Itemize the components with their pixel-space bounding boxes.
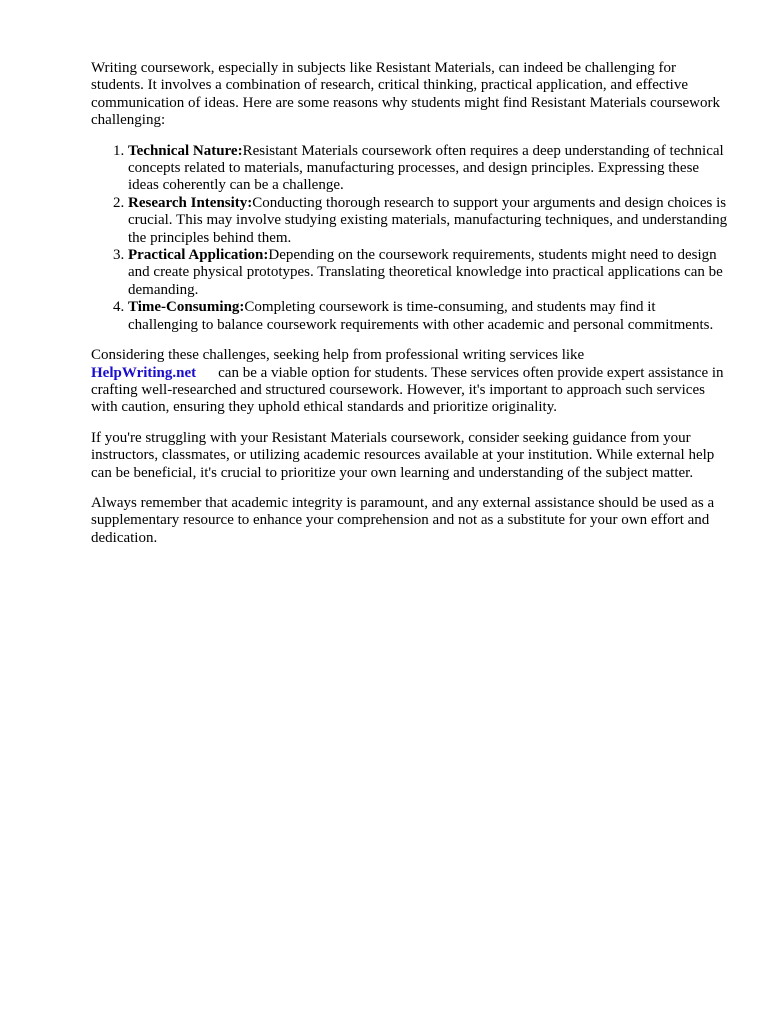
help-paragraph-rest: can be a viable option for students. These services often provide expert assistance in crafting well-researched and structured coursework. However, it's important to approach such services with caution, ensuring they uphold ethical standards and prioritize originality.	[91, 364, 724, 416]
list-item-text: Depending on the coursework requirements, students might need to design and create physical prototypes. Translating theoretical knowledge into practical applications can be demanding.	[128, 247, 723, 298]
list-item-time-consuming	[128, 299, 729, 334]
help-paragraph	[91, 347, 729, 417]
list-item-practical-application	[128, 247, 729, 299]
document-page	[91, 60, 729, 560]
list-item-text: Resistant Materials coursework often requires a deep understanding of technical concepts related to materials, manufacturing processes, and design principles. Expressing these ideas coherently can be a challenge.	[128, 142, 724, 194]
list-item-research-intensity	[128, 195, 729, 247]
list-item-term: Practical Application:	[128, 247, 269, 264]
guidance-paragraph: If you're struggling with your Resistant Materials coursework, consider seeking guidance from your instructors, classmates, or utilizing academic resources available at your institution. While external help can be beneficial, it's crucial to prioritize your own learning and understanding of the subject matter.	[91, 429, 715, 481]
list-item-text: Conducting thorough research to support your arguments and design choices is crucial. This may involve studying existing materials, manufacturing techniques, and understanding the principles behind them.	[128, 194, 728, 246]
list-item-text: Completing coursework is time-consuming, and students may find it challenging to balance coursework requirements with other academic and personal commitments.	[128, 299, 714, 333]
reasons-list	[91, 143, 729, 334]
helpwriting-link[interactable]: HelpWriting.net	[91, 364, 197, 381]
help-paragraph-intro: Considering these challenges, seeking help from professional writing services like	[91, 347, 585, 364]
closing-paragraph: Always remember that academic integrity is paramount, and any external assistance should be used as a supplementary resource to enhance your comprehension and not as a substitute for your own effort and dedication.	[91, 494, 715, 546]
list-item-technical-nature	[128, 143, 729, 195]
list-item-term: Time-Consuming:	[128, 299, 245, 316]
list-item-term: Technical Nature:	[128, 142, 243, 159]
intro-paragraph: Writing coursework, especially in subjects like Resistant Materials, can indeed be challenging for students. It involves a combination of research, critical thinking, practical application, and effective communication of ideas. Here are some reasons why students might find Resistant Materials coursework challenging:	[91, 60, 721, 129]
list-item-term: Research Intensity:	[128, 194, 253, 211]
